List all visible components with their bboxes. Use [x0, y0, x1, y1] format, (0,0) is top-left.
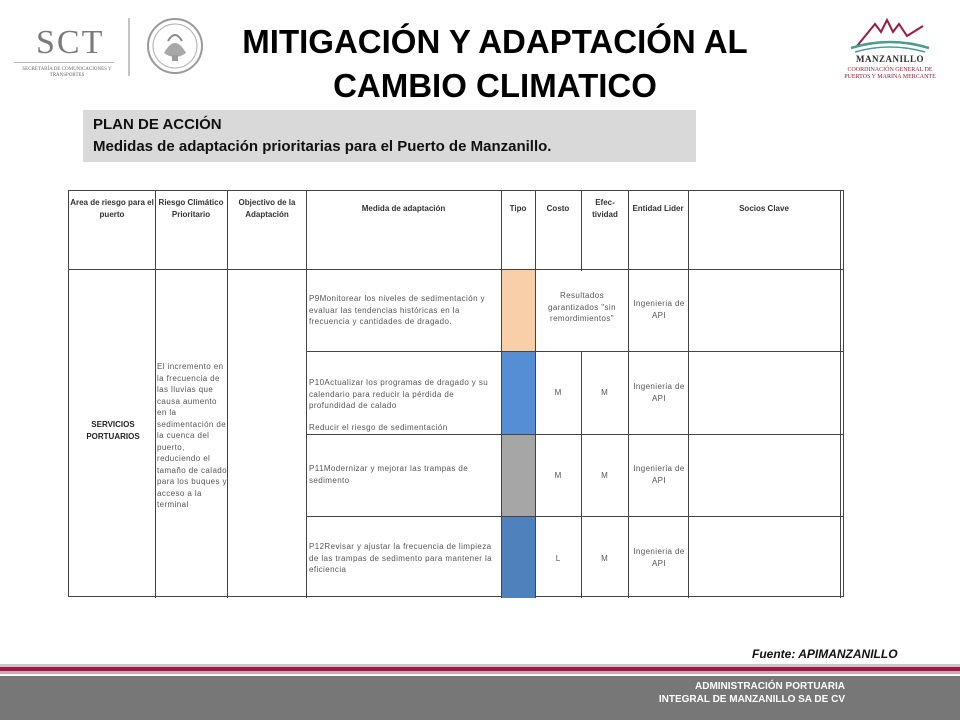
manzanillo-logo: [835, 12, 945, 102]
header-socios: Socios Clave: [739, 204, 789, 213]
row3-efectividad: M: [601, 471, 608, 480]
riesgo-cell: El incremento en la frecuencia de las lluvias que causa aumento en la sedimentación de la cuenca del puerto, reduciendo el tamaño de calado para los buques y acceso a la terminal: [157, 362, 228, 509]
header-separator: [128, 18, 130, 76]
row4-efectividad: M: [601, 554, 608, 563]
sct-logo-divider: [14, 62, 114, 63]
row1-entidad: Ingenieria de API: [633, 299, 685, 320]
manzanillo-logo-subtitle: COORDINACIÓN GENERAL DE PUERTOS Y MARINA MERCANTE: [844, 67, 936, 80]
plan-subtitle: Medidas de adaptación prioritarias para el Puerto de Manzanillo.: [93, 138, 552, 155]
header-area: Area de riesgo para el puerto: [70, 198, 154, 219]
row4-entidad: Ingenieria de API: [633, 547, 685, 568]
grid-line: [155, 191, 156, 598]
header-objetivo: Objectivo de la Adaptación: [238, 198, 296, 219]
header-riesgo: Riesgo Climático Prioritario: [158, 198, 224, 219]
row2-entidad: Ingenieria de API: [633, 382, 685, 403]
grid-line: [227, 191, 228, 598]
row2-costo: M: [554, 388, 562, 397]
page-title: [210, 20, 780, 108]
national-seal-icon: [146, 15, 204, 77]
source-note: Fuente: APIMANZANILLO: [752, 647, 898, 661]
row3-costo: M: [554, 471, 562, 480]
grid-line: [840, 191, 841, 598]
page-title-line2: CAMBIO CLIMATICO: [333, 67, 657, 104]
plan-title: PLAN DE ACCIÓN: [93, 116, 222, 133]
header-medida: Medida de adaptación: [361, 204, 446, 213]
grid-line: [306, 351, 843, 352]
sct-logo: [8, 20, 118, 80]
objetivo-cell: Reducir el riesgo de sedimentación: [309, 423, 448, 432]
row2-efectividad: M: [601, 388, 608, 397]
sct-logo-subtitle: SECRETARÍA DE COMUNICACIONES Y TRANSPORTES: [22, 67, 112, 78]
grid-line: [306, 516, 843, 517]
header-efectividad: Efec-tividad: [592, 198, 618, 219]
row2-medida: P10Actualizar los programas de dragado y su calendario para reducir la pérdida de profundidad de calado: [309, 378, 489, 410]
row1-resultado: Resultados garantizados "sin remordimientos": [548, 291, 616, 323]
row4-tipo-swatch: [502, 517, 535, 598]
port-ship-icon: [835, 12, 945, 54]
row3-medida: P11Modernizar y mejorar las trampas de sedimento: [309, 464, 469, 485]
grid-line: [581, 191, 582, 271]
row3-tipo-swatch: [502, 435, 535, 516]
row1-medida: P9Monitorear los niveles de sedimentación y evaluar las tendencias históricas en la frecuencia y cantidades de dragado.: [309, 294, 485, 326]
manzanillo-logo-name: MANZANILLO: [855, 54, 924, 64]
page-title-line1: MITIGACIÓN Y ADAPTACIÓN AL: [242, 23, 748, 60]
grid-line: [306, 434, 843, 435]
header-costo: Costo: [546, 204, 570, 213]
grid-line: [69, 269, 843, 270]
row1-tipo-swatch: [502, 270, 535, 351]
plan-box: [83, 110, 696, 162]
header-entidad: Entidad Lider: [632, 204, 684, 213]
footer-stripe: [0, 671, 960, 674]
footer-line2: INTEGRAL DE MANZANILLO SA DE CV: [658, 694, 845, 705]
row2-tipo-swatch: [502, 352, 535, 434]
row4-costo: L: [555, 554, 561, 563]
action-plan-table: [68, 190, 844, 597]
grid-line: [306, 191, 307, 598]
header-tipo: Tipo: [509, 204, 527, 213]
row3-entidad: Ingenieria de API: [633, 464, 685, 485]
sct-logo-letters: SCT: [36, 24, 105, 61]
area-cell: SERVICIOS PORTUARIOS: [86, 420, 140, 441]
footer: [0, 676, 960, 720]
row4-medida: P12Revisar y ajustar la frecuencia de limpieza de las trampas de sedimento para mantener la eficiencia: [309, 542, 493, 574]
footer-line1: ADMINISTRACIÓN PORTUARIA: [695, 681, 845, 692]
